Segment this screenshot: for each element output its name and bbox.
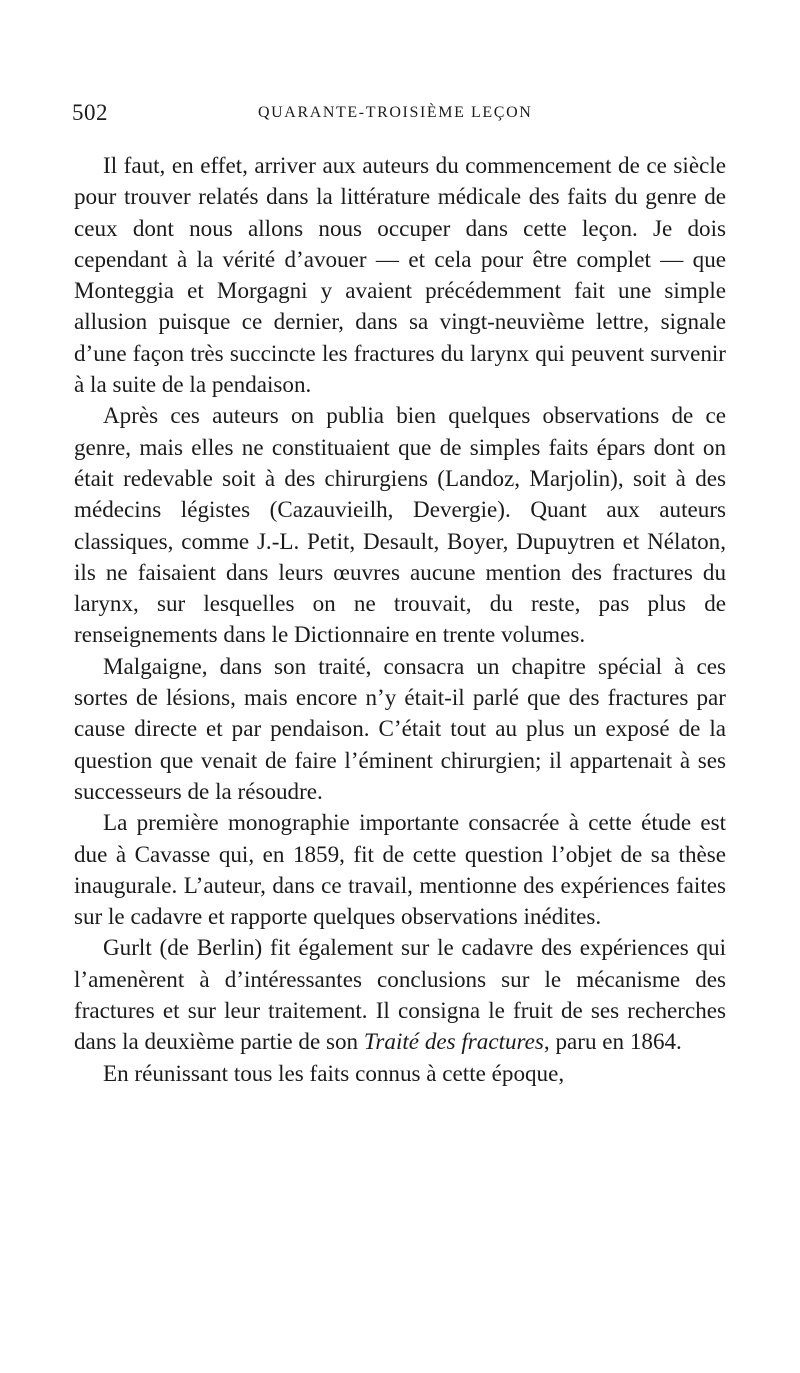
paragraph-5-text-after: , paru en 1864. [543,1028,682,1055]
body-text [74,150,726,1089]
paragraph-6: En réunissant tous les faits connus à cette époque, [103,1059,565,1086]
paragraph-5-text-before: Gurlt (de Berlin) fit également sur le cadavre des expériences qui l’amenèrent à d’intéressantes conclusions sur le mécanisme des fractures et sur leur traitement. Il consigna le fruit de ses recherches dans la deuxième partie de son [74,934,726,1055]
paragraph-4: La première monographie importante consacrée à cette étude est due à Cavasse qui, en 1859, fit de cette question l’objet de sa thèse inaugurale. L’auteur, dans ce travail, mentionne des expériences faites sur le cadavre et rapporte quelques observations inédites. [74,809,726,930]
paragraph-1: Il faut, en effet, arriver aux auteurs du commencement de ce siècle pour trouver relatés dans la littérature médicale des faits du genre de ceux dont nous allons nous occuper dans cette leçon. Je dois cependant à la vérité d’avouer — et cela pour être complet — que Monteggia et Morgagni y avaient précédemment fait une simple allusion puisque ce dernier, dans sa vingt-neuvième lettre, signale d’une façon très succincte les fractures du larynx qui peuvent survenir à la suite de la pendaison. [74,152,726,398]
paragraph-5 [74,932,726,1057]
page-number: 502 [72,100,108,125]
paragraph-3: Malgaigne, dans son traité, consacra un chapitre spécial à ces sortes de lésions, mais encore n’y était-il parlé que des fractures par cause directe et par pendaison. C’était tout au plus un exposé de la question que venait de faire l’éminent chirurgien; il appartenait à ses successeurs de la résoudre. [74,652,726,804]
paragraph-2: Après ces auteurs on publia bien quelques observations de ce genre, mais elles ne constituaient que de simples faits épars dont on était redevable soit à des chirurgiens (Landoz, Marjolin), soit à des médecins légistes (Cazauvieilh, Devergie). Quant aux auteurs classiques, comme J.-L. Petit, Desault, Boyer, Dupuytren et Nélaton, ils ne faisaient dans leurs œuvres aucune mention des fractures du larynx, sur lesquelles on ne trouvait, du reste, pas plus de renseignements dans le Dictionnaire en trente volumes. [74,402,726,648]
book-title-italic: Traité des fractures [363,1028,544,1055]
page-header [72,100,726,136]
running-title: QUARANTE-TROISIÈME LEÇON [258,104,533,121]
